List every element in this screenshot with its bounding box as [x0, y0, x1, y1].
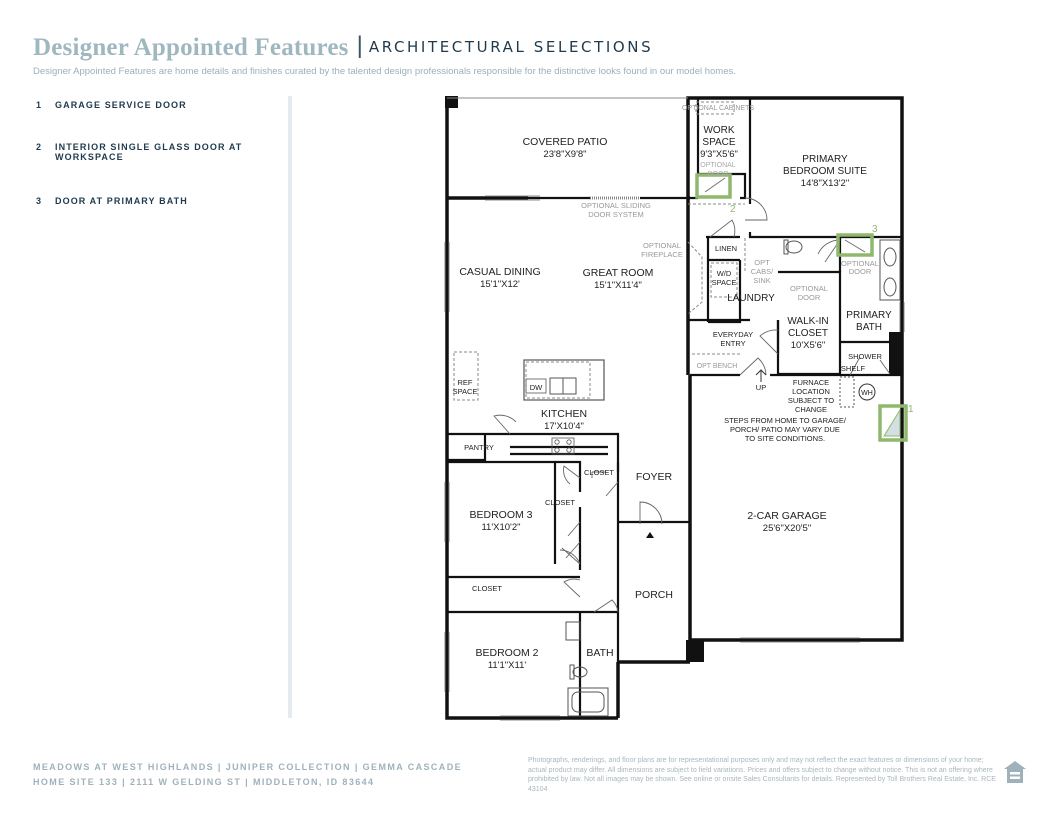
- room-labels: [453, 105, 892, 671]
- garage-label: 2-CAR GARAGE: [747, 510, 827, 522]
- feature-number: 2: [36, 142, 43, 152]
- kitchen-label: KITCHEN: [540, 408, 588, 420]
- feature-item-1: [36, 100, 187, 110]
- disclaimer: Photographs, renderings, and floor plans are for representational purposes only and may not reflect the exact features or dimensions of your home; actual product may differ. All dimensions are subject to field variations. Prices and offers subject to change without notice. This is not an offering where prohibited by law. Not all images may be shown. See online or onsite Sales Consultants for details. Represented by Toll Brothers Real Estate, Inc. RCE 43104: [528, 757, 996, 793]
- workspace-dim: 9'3"X5'6": [700, 149, 738, 160]
- feature-label: GARAGE SERVICE DOOR: [55, 100, 187, 110]
- opt-door-bath-1: OPTIONAL: [841, 259, 879, 268]
- opt-door-closet-2: DOOR: [797, 293, 821, 302]
- foyer-label: FOYER: [635, 471, 673, 483]
- fireplace-label-2: FIREPLACE: [641, 250, 683, 259]
- workspace-door-swing: [705, 178, 725, 192]
- walk-in-label-2: CLOSET: [787, 328, 829, 339]
- bath-door-swing: [845, 240, 865, 252]
- pantry-label: PANTRY: [464, 443, 494, 452]
- door-swings: [494, 198, 890, 612]
- everyday-entry-2: ENTRY: [720, 339, 746, 348]
- opt-bench-label: OPT BENCH: [696, 363, 738, 370]
- primary-suite-dim: 14'8"X13'2": [800, 178, 850, 189]
- opt-cabs-1: OPT: [754, 258, 770, 267]
- feature-item-2: [36, 142, 266, 162]
- fireplace-label-1: OPTIONAL: [643, 241, 681, 250]
- divider-rule: [288, 96, 292, 718]
- covered-patio-label: COVERED PATIO: [522, 136, 608, 148]
- feature-item-3: [36, 196, 188, 206]
- marker-number-3: 3: [872, 224, 878, 235]
- title-separator: |: [356, 32, 363, 59]
- feature-label: INTERIOR SINGLE GLASS DOOR AT WORKSPACE: [55, 142, 243, 162]
- garage-door-highlight: [884, 410, 900, 436]
- shelf-label: SHELF: [840, 364, 866, 373]
- kitchen-dim: 17'X10'4": [544, 421, 584, 432]
- feature-number: 1: [36, 100, 43, 110]
- bath-label: BATH: [586, 647, 614, 659]
- furnace-1: FURNACE: [792, 378, 830, 387]
- opt-cabs-3: SINK: [753, 276, 771, 285]
- closet-label-bed2: CLOSET: [471, 584, 503, 593]
- workspace-label-2: SPACE: [702, 137, 736, 148]
- opt-cabinets-label: OPTIONAL CABINETS: [681, 105, 755, 112]
- dw-label: DW: [529, 383, 543, 392]
- entry-arrow-icon: [646, 532, 654, 538]
- marker-number-1: 1: [908, 404, 914, 415]
- furnace-2: LOCATION: [792, 387, 830, 396]
- exterior-walls: [447, 98, 902, 718]
- page-subtitle: ARCHITECTURAL SELECTIONS: [368, 38, 654, 56]
- community-info: [33, 760, 462, 790]
- casual-dining-label: CASUAL DINING: [459, 266, 541, 278]
- workspace-label-1: WORK: [703, 125, 735, 136]
- walk-in-label-1: WALK-IN: [787, 316, 829, 327]
- bedroom3-dim: 11'X10'2": [481, 522, 521, 533]
- opt-door-bath-2: DOOR: [848, 267, 872, 276]
- opt-cabs-2: CABS/: [750, 267, 774, 276]
- wd-label-2: SPACE: [711, 278, 737, 287]
- ref-space-1: REF: [457, 378, 473, 387]
- wd-label-1: W/D: [716, 269, 732, 278]
- great-room-label: GREAT ROOM: [582, 267, 654, 279]
- page-title: Designer Appointed Features: [33, 34, 349, 61]
- bedroom2-dim: 11'1"X11': [487, 660, 527, 671]
- feature-label: DOOR AT PRIMARY BATH: [55, 196, 188, 206]
- furnace-4: CHANGE: [794, 405, 828, 414]
- linen-label: LINEN: [714, 244, 738, 253]
- ref-space-2: SPACE: [452, 387, 478, 396]
- garage-pier: [686, 640, 704, 662]
- closet-label-foyer: CLOSET: [583, 468, 615, 477]
- furnace-box: [840, 377, 854, 407]
- primary-bath-label-2: BATH: [856, 322, 882, 333]
- interior-walls: [447, 98, 902, 718]
- bedroom3-label: BEDROOM 3: [469, 509, 533, 521]
- furnace-3: SUBJECT TO: [787, 396, 835, 405]
- page-description: Designer Appointed Features are home details and finishes curated by the talented design professionals responsible for the distinctive looks found in our model homes.: [33, 66, 736, 77]
- bedroom2-label: BEDROOM 2: [475, 647, 539, 659]
- walk-in-dim: 10'X5'6": [790, 340, 826, 351]
- up-label: UP: [755, 383, 767, 392]
- everyday-entry-1: EVERYDAY: [712, 330, 754, 339]
- porch-label: PORCH: [635, 589, 673, 601]
- primary-suite-label-2: BEDROOM SUITE: [783, 166, 867, 177]
- shower-wall-block: [889, 332, 902, 374]
- marker-number-2: 2: [730, 204, 736, 215]
- equal-housing-opportunity-icon: [1002, 759, 1028, 785]
- garage-dim: 25'6"X20'5": [762, 523, 812, 534]
- casual-dining-dim: 15'1"X12': [480, 279, 520, 290]
- shower-label: SHOWER: [848, 352, 882, 361]
- community-line-2: HOME SITE 133 | 2111 W GELDING ST | MIDDLETON, ID 83644: [33, 777, 375, 787]
- primary-bath-label-1: PRIMARY: [846, 310, 892, 321]
- workspace-opt-2: DOOR: [707, 171, 729, 178]
- feature-number: 3: [36, 196, 43, 206]
- community-line-1: MEADOWS AT WEST HIGHLANDS | JUNIPER COLLECTION | GEMMA CASCADE: [33, 762, 463, 772]
- sliding-label-1: OPTIONAL SLIDING: [581, 201, 651, 210]
- sliding-label-2: DOOR SYSTEM: [588, 210, 644, 219]
- laundry-label: LAUNDRY: [727, 293, 775, 304]
- up-arrow-icon: [756, 370, 766, 382]
- covered-patio-dim: 23'8"X9'8": [543, 149, 587, 160]
- floor-plan: [440, 92, 915, 724]
- primary-suite-label-1: PRIMARY: [802, 154, 848, 165]
- steps-3: TO SITE CONDITIONS.: [744, 434, 826, 443]
- wh-label: WH: [861, 390, 873, 397]
- page-header: [33, 34, 653, 62]
- steps-2: PORCH/ PATIO MAY VARY DUE: [730, 425, 840, 434]
- closet-label-bed3: CLOSET: [544, 498, 576, 507]
- workspace-opt-1: OPTIONAL: [700, 162, 736, 169]
- great-room-dim: 15'1"X11'4": [594, 280, 642, 291]
- opt-door-closet-1: OPTIONAL: [790, 284, 828, 293]
- steps-1: STEPS FROM HOME TO GARAGE/: [724, 416, 846, 425]
